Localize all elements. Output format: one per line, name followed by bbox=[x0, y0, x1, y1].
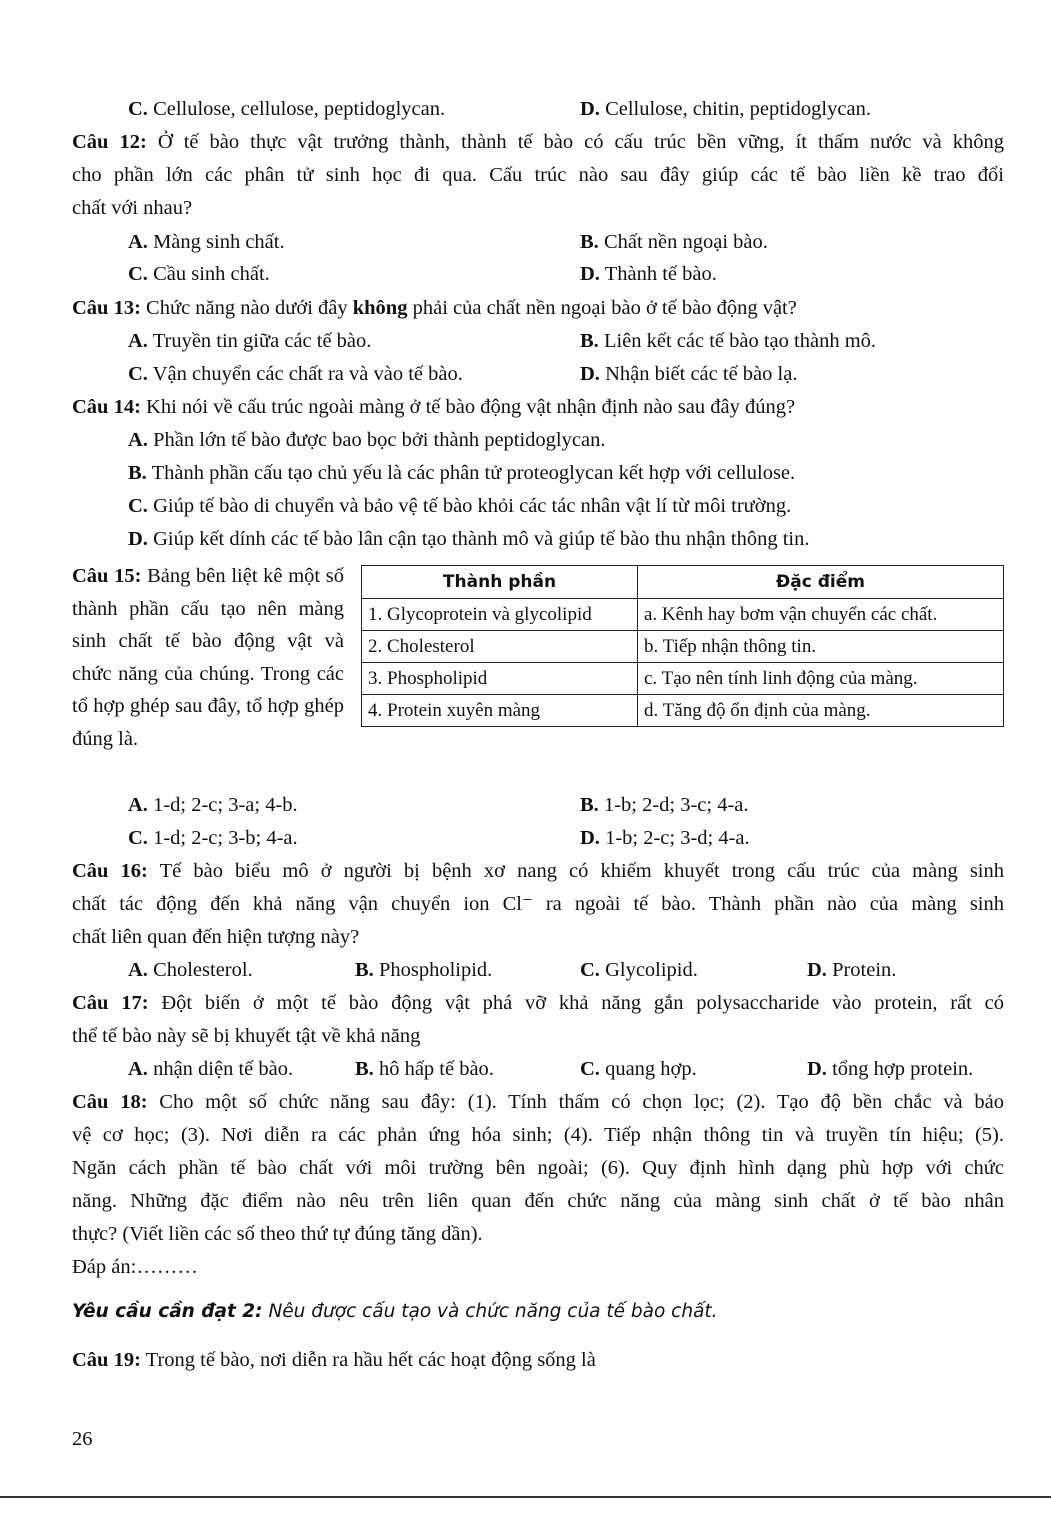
table-row bbox=[362, 663, 1004, 695]
page-bottom-divider bbox=[0, 1496, 1051, 1498]
q17-option-d: D. tổng hợp protein. bbox=[807, 1058, 974, 1080]
q12-option-a: A. Màng sinh chất. bbox=[128, 231, 285, 253]
q16-option-b: B. Phospholipid. bbox=[355, 959, 493, 981]
table-row bbox=[362, 631, 1004, 663]
q18-line3: Ngăn cách phần tế bào chất với môi trường bên ngoài; (6). Quy định hình dạng phù hợp với chức bbox=[72, 1157, 1004, 1179]
q15-option-a: A. 1-d; 2-c; 3-a; 4-b. bbox=[128, 794, 298, 816]
q14-option-c: C. Giúp tế bào di chuyển và bảo vệ tế bào khỏi các tác nhân vật lí từ môi trường. bbox=[128, 495, 792, 517]
q12-option-d: D. Thành tế bào. bbox=[580, 263, 717, 285]
q13-option-b: B. Liên kết các tế bào tạo thành mô. bbox=[580, 330, 877, 352]
q12-option-b: B. Chất nền ngoại bào. bbox=[580, 231, 768, 253]
table-cell: c. Tạo nên tính linh động của màng. bbox=[638, 663, 1004, 695]
table-header-component: Thành phần bbox=[362, 566, 638, 599]
table-row bbox=[362, 695, 1004, 727]
table-cell: 4. Protein xuyên màng bbox=[362, 695, 638, 727]
q14-stem: Câu 14: Khi nói về cấu trúc ngoài màng ở tế bào động vật nhận định nào sau đây đúng? bbox=[72, 396, 796, 418]
q15-option-c: C. 1-d; 2-c; 3-b; 4-a. bbox=[128, 827, 298, 849]
q17-option-a: A. nhận diện tế bào. bbox=[128, 1058, 294, 1080]
q18-line2: vệ cơ học; (3). Nơi diễn ra các phản ứng hóa sinh; (4). Tiếp nhận thông tin và truyền tín hiệu; (5). bbox=[72, 1124, 1004, 1146]
q19-stem: Câu 19: Trong tế bào, nơi diễn ra hầu hết các hoạt động sống là bbox=[72, 1349, 596, 1371]
q17-line2: thể tế bào này sẽ bị khuyết tật về khả năng bbox=[72, 1025, 421, 1047]
q15-option-b: B. 1-b; 2-d; 3-c; 4-a. bbox=[580, 794, 749, 816]
q18-line1: Câu 18: Cho một số chức năng sau đây: (1). Tính thấm có chọn lọc; (2). Tạo độ bền chắc và bảo bbox=[72, 1091, 1004, 1113]
q12-option-c: C. Cầu sinh chất. bbox=[128, 263, 270, 285]
table-cell: a. Kênh hay bơm vận chuyển các chất. bbox=[638, 599, 1004, 631]
q17-line1: Câu 17: Đột biến ở một tế bào động vật phá vỡ khả năng gắn polysaccharide vào protein, rất có bbox=[72, 992, 1004, 1014]
table-header-row bbox=[362, 566, 1004, 599]
table-header-feature: Đặc điểm bbox=[638, 566, 1004, 599]
q13-option-a: A. Truyền tin giữa các tế bào. bbox=[128, 330, 372, 352]
q18-answer: Đáp án:……… bbox=[72, 1256, 198, 1278]
table-cell: 1. Glycoprotein và glycolipid bbox=[362, 599, 638, 631]
q11-option-c: C. Cellulose, cellulose, peptidoglycan. bbox=[128, 98, 446, 120]
q16-option-c: C. Glycolipid. bbox=[580, 959, 698, 981]
q14-option-b: B. Thành phần cấu tạo chủ yếu là các phân tử proteoglycan kết hợp với cellulose. bbox=[128, 462, 796, 484]
q16-line2: chất tác động đến khả năng vận chuyển ion Cl⁻ ra ngoài tế bào. Thành phần nào của màng sinh bbox=[72, 893, 1004, 915]
q13-option-d: D. Nhận biết các tế bào lạ. bbox=[580, 363, 798, 385]
q18-line5: thực? (Viết liền các số theo thứ tự đúng tăng dần). bbox=[72, 1223, 483, 1245]
q14-option-a: A. Phần lớn tế bào được bao bọc bởi thành peptidoglycan. bbox=[128, 429, 606, 451]
page-number: 26 bbox=[72, 1428, 93, 1450]
q12-line3: chất với nhau? bbox=[72, 197, 193, 219]
q14-option-d: D. Giúp kết dính các tế bào lân cận tạo thành mô và giúp tế bào thu nhận thông tin. bbox=[128, 528, 810, 550]
q17-option-c: C. quang hợp. bbox=[580, 1058, 697, 1080]
q15-stem: Câu 15: Bảng bên liệt kê một số thành phần cấu tạo nên màng sinh chất tế bào động vật và chức năng của chúng. Trong các tổ hợp ghép sau đây, tổ hợp ghép đúng là. bbox=[72, 565, 344, 750]
q13-stem: Câu 13: Chức năng nào dưới đây không phải của chất nền ngoại bào ở tế bào động vật? bbox=[72, 297, 797, 319]
table-row bbox=[362, 599, 1004, 631]
q18-line4: năng. Những đặc điểm nào nêu trên liên quan đến chức năng của màng sinh chất ở tế bào nhân bbox=[72, 1190, 1004, 1212]
q15-component-table bbox=[361, 565, 1004, 727]
q12-line1: Câu 12: Ở tế bào thực vật trưởng thành, thành tế bào có cấu trúc bền vững, ít thấm nước và không bbox=[72, 131, 1004, 153]
q12-line2: cho phần lớn các phân tử sinh học đi qua. Cấu trúc nào sau đây giúp các tế bào liền kề trao đổi bbox=[72, 164, 1004, 186]
q16-line3: chất liên quan đến hiện tượng này? bbox=[72, 926, 360, 948]
q16-option-a: A. Cholesterol. bbox=[128, 959, 253, 981]
table-cell: b. Tiếp nhận thông tin. bbox=[638, 631, 1004, 663]
table-cell: d. Tăng độ ổn định của màng. bbox=[638, 695, 1004, 727]
q17-option-b: B. hô hấp tế bào. bbox=[355, 1058, 494, 1080]
table-cell: 3. Phospholipid bbox=[362, 663, 638, 695]
q16-option-d: D. Protein. bbox=[807, 959, 897, 981]
q13-option-c: C. Vận chuyển các chất ra và vào tế bào. bbox=[128, 363, 463, 385]
table-cell: 2. Cholesterol bbox=[362, 631, 638, 663]
q15-option-d: D. 1-b; 2-c; 3-d; 4-a. bbox=[580, 827, 750, 849]
q11-option-d: D. Cellulose, chitin, peptidoglycan. bbox=[580, 98, 871, 120]
requirement-2-heading: Yêu cầu cần đạt 2: Nêu được cấu tạo và chức năng của tế bào chất. bbox=[72, 1301, 718, 1322]
q16-line1: Câu 16: Tế bào biểu mô ở người bị bệnh xơ nang có khiếm khuyết trong cấu trúc của màng sinh bbox=[72, 860, 1004, 882]
